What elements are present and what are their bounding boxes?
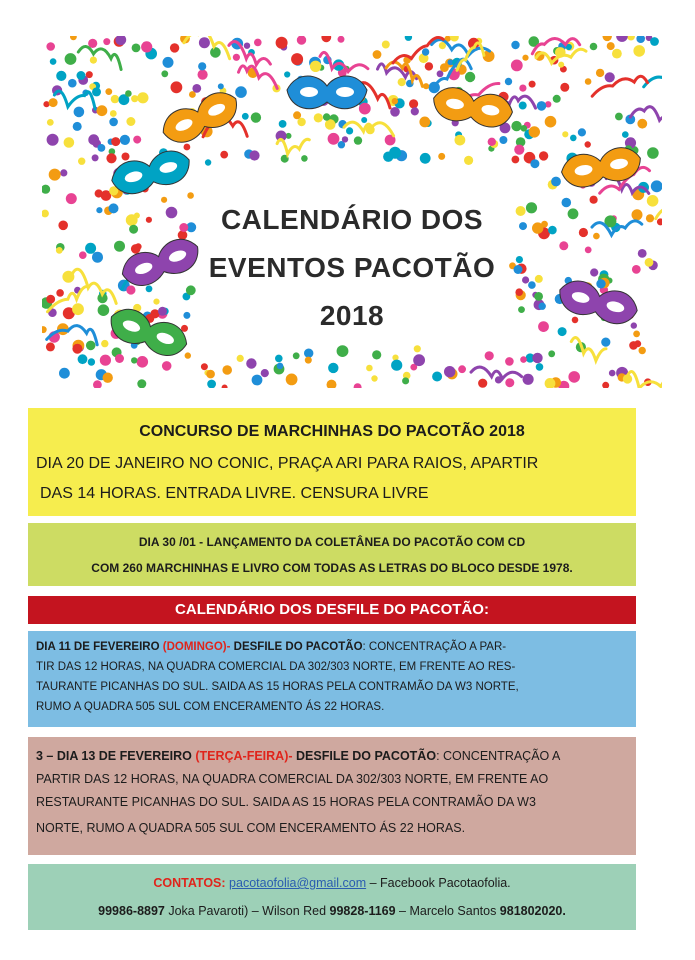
confetti-dot	[536, 363, 544, 371]
confetti-dot	[560, 83, 569, 92]
confetti-dot	[458, 365, 466, 373]
confetti-dot	[440, 63, 449, 72]
confetti-dot	[78, 354, 88, 364]
banner-title-line-1: CALENDÁRIO DOS	[220, 204, 484, 235]
confetti-dot	[637, 119, 647, 129]
confetti-dot	[125, 90, 132, 97]
confetti-dot	[192, 84, 201, 93]
confetti-dot	[505, 78, 512, 85]
concurso-heading: CONCURSO DE MARCHINHAS DO PACOTÃO 2018	[139, 423, 525, 440]
confetti-dot	[74, 107, 85, 118]
confetti-dot	[325, 119, 336, 130]
confetti-dot	[56, 289, 64, 297]
lancamento-line-2: COM 260 MARCHINHAS E LIVRO COM TODAS AS LETRAS DO BLOCO DESDE 1978.	[91, 561, 573, 575]
confetti-dot	[100, 355, 111, 366]
desfile-2-date: 3 – DIA 13 DE FEVEREIRO	[36, 749, 196, 763]
confetti-dot	[297, 118, 305, 126]
desfile-1-label: DESFILE DO PACOTÃO	[230, 641, 363, 653]
desfile-1-date: DIA 11 DE FEVEREIRO	[36, 641, 163, 653]
confetti-dot	[246, 358, 256, 368]
confetti-dot	[382, 41, 390, 49]
phone-marcelo: 981802020.	[499, 904, 566, 918]
confetti-dot	[372, 350, 381, 359]
confetti-dot	[450, 36, 459, 42]
confetti-dot	[210, 47, 221, 58]
confetti-dot	[615, 113, 623, 121]
confetti-dot	[485, 351, 494, 360]
confetti-dot	[92, 154, 99, 161]
confetti-dot	[444, 366, 455, 377]
confetti-dot	[519, 85, 526, 92]
confetti-dot	[206, 370, 215, 379]
carnival-banner	[42, 36, 662, 388]
confetti-dot	[402, 377, 409, 384]
contatos-line-2	[28, 904, 636, 918]
desfile-2-line-4: NORTE, RUMO A QUADRA 505 SUL COM ENCERAMENTO ÁS 22 HORAS.	[36, 821, 466, 835]
confetti-dot	[93, 380, 102, 388]
confetti-dot	[105, 88, 112, 95]
confetti-dot	[126, 285, 135, 294]
confetti-dot	[422, 48, 429, 55]
confetti-dot	[392, 98, 398, 104]
confetti-dot	[511, 121, 521, 131]
calendario-section	[28, 596, 636, 624]
confetti-dot	[342, 136, 348, 142]
confetti-dot	[198, 70, 208, 80]
confetti-dot	[409, 99, 418, 108]
confetti-dot	[73, 122, 82, 131]
confetti-dot	[361, 117, 367, 123]
desfile-2-line-1-rest: : CONCENTRAÇÃO A	[436, 749, 561, 763]
streamer	[592, 76, 647, 96]
confetti-dot	[50, 58, 57, 65]
carnival-mask-icon	[559, 144, 643, 190]
desfile-1-section	[28, 631, 636, 727]
confetti-dot	[286, 374, 298, 386]
confetti-dot	[171, 81, 183, 93]
confetti-dot	[90, 57, 97, 64]
confetti-dot	[86, 71, 93, 78]
confetti-dot	[438, 153, 445, 160]
confetti-dot	[305, 357, 312, 364]
contatos-label: CONTATOS:	[153, 876, 226, 890]
confetti-dot	[529, 126, 540, 137]
confetti-dot	[383, 152, 393, 162]
confetti-dot	[651, 180, 662, 192]
confetti-dot	[132, 44, 141, 53]
confetti-dot	[284, 71, 290, 77]
confetti-dot	[237, 355, 244, 362]
confetti-dot	[68, 79, 77, 88]
confetti-dot	[64, 137, 75, 148]
confetti-dot	[249, 150, 259, 160]
calendario-heading: CALENDÁRIO DOS DESFILE DO PACOTÃO:	[175, 601, 489, 618]
desfile-2-line-2: PARTIR DAS 12 HORAS, NA QUADRA COMERCIAL DA 302/303 NORTE, EM FRENTE AO	[36, 772, 549, 786]
confetti-dot	[505, 357, 514, 366]
desfile-1-line-4: RUMO A QUADRA 505 SUL COM ENCERAMENTO ÁS 22 HORAS.	[36, 701, 385, 713]
confetti-dot	[520, 356, 527, 363]
confetti-dot	[570, 135, 577, 142]
concurso-line-2: DAS 14 HORAS. ENTRADA LIVRE. CENSURA LIVRE	[40, 485, 429, 502]
banner-title-line-2: EVENTOS PACOTÃO	[208, 252, 496, 283]
confetti-dot	[222, 385, 228, 389]
confetti-dot	[293, 352, 300, 359]
confetti-dot	[184, 144, 191, 151]
confetti-dot	[47, 119, 54, 126]
confetti-dot	[276, 37, 288, 49]
confetti-dot	[242, 113, 249, 120]
confetti-dot	[328, 133, 340, 145]
confetti-dot	[323, 113, 330, 120]
confetti-dot	[522, 55, 528, 61]
confetti-dot	[185, 352, 191, 358]
confetti-dot	[585, 78, 592, 85]
confetti-dot	[120, 135, 130, 145]
confetti-dot	[141, 41, 152, 52]
carnival-mask-icon	[430, 84, 514, 130]
confetti-dot	[88, 358, 95, 365]
confetti-dot	[391, 360, 402, 371]
confetti-dot	[616, 36, 628, 42]
facebook-text: – Facebook Pacotaofolia.	[366, 876, 511, 890]
desfile-2-line-1	[36, 749, 560, 763]
confetti-dot	[56, 71, 66, 81]
confetti-dot	[254, 39, 262, 47]
confetti-dot	[512, 156, 520, 164]
confetti-dot	[86, 341, 96, 351]
confetti-dot	[420, 153, 431, 164]
confetti-dot	[205, 159, 211, 165]
phone-joka: 99986-8897	[98, 904, 165, 918]
confetti-dot	[411, 107, 419, 115]
confetti-dot	[275, 355, 283, 363]
confetti-dot	[464, 156, 473, 165]
confetti-dot	[523, 374, 534, 385]
lancamento-section	[28, 523, 636, 586]
confetti-dot	[92, 87, 101, 96]
confetti-dot	[72, 344, 82, 354]
confetti-dot	[602, 382, 609, 388]
carnival-mask-icon	[157, 86, 243, 149]
confetti-dot	[186, 285, 196, 295]
confetti-dot	[551, 177, 561, 187]
confetti-dot	[77, 71, 86, 80]
confetti-dot	[478, 379, 487, 388]
confetti-dot	[146, 285, 153, 292]
confetti-dot	[126, 117, 135, 126]
banner-title-line-3: 2018	[319, 300, 385, 331]
confetti-dot	[110, 110, 117, 117]
confetti-dot	[98, 144, 106, 152]
email-link[interactable]: pacotaofolia@gmail.com	[229, 876, 367, 890]
confetti-dot	[636, 36, 645, 43]
confetti-dot	[354, 136, 362, 144]
confetti-dot	[425, 62, 433, 70]
confetti-dot	[605, 72, 615, 82]
confetti-dot	[373, 50, 382, 59]
confetti-dot	[60, 169, 67, 176]
confetti-dot	[562, 131, 568, 137]
desfile-1-weekday: (DOMINGO)-	[162, 641, 231, 653]
confetti-dot	[59, 368, 70, 379]
confetti-dot	[310, 61, 321, 72]
confetti-dot	[532, 353, 542, 363]
carnival-mask-icon	[108, 146, 194, 198]
confetti-dot	[111, 137, 120, 146]
contatos-section	[28, 864, 636, 930]
confetti-dot	[103, 373, 113, 383]
confetti-dot	[585, 141, 591, 147]
confetti-dot	[163, 57, 174, 68]
confetti-dot	[103, 38, 110, 45]
confetti-dot	[261, 369, 269, 377]
confetti-dot	[539, 151, 548, 160]
lancamento-line-1: DIA 30 /01 - LANÇAMENTO DA COLETÂNEA DO PACOTÃO COM CD	[138, 535, 526, 549]
confetti-dot	[66, 193, 77, 204]
concurso-section	[28, 408, 636, 516]
confetti-dot	[558, 62, 564, 68]
confetti-dot	[115, 354, 124, 363]
confetti-dot	[131, 357, 137, 363]
confetti-dot	[398, 78, 406, 86]
confetti-dot	[137, 356, 149, 368]
confetti-dot	[359, 103, 371, 115]
confetti-dot	[346, 127, 353, 134]
confetti-dot	[545, 116, 557, 128]
confetti-dot	[235, 86, 247, 98]
desfile-1-line-3: TAURANTE PICANHAS DO SUL. SAIDA AS 15 HORAS PELA CONTRAMÃO DA W3 NORTE,	[36, 681, 519, 693]
confetti-dot	[578, 128, 586, 136]
phone-wilson: 99828-1169	[329, 904, 396, 918]
confetti-dot	[622, 131, 629, 138]
confetti-dot	[423, 83, 429, 89]
confetti-dot	[529, 81, 536, 88]
confetti-dot	[42, 185, 50, 194]
confetti-dot	[49, 98, 58, 107]
confetti-dot	[161, 70, 168, 77]
confetti-dot	[301, 155, 308, 162]
desfile-2-line-3: RESTAURANTE PICANHAS DO SUL. SAIDA AS 15 HORAS PELA CONTRAMÃO DA W3	[36, 795, 536, 809]
desfile-1-line-1-rest: : CONCENTRAÇÃO A PAR-	[362, 641, 507, 653]
confetti-dot	[511, 60, 523, 72]
confetti-dot	[111, 95, 119, 103]
confetti-dot	[328, 363, 338, 373]
confetti-dot	[244, 43, 250, 49]
confetti-dot	[607, 42, 615, 50]
confetti-dot	[511, 41, 519, 49]
confetti-dot	[199, 37, 210, 48]
streamer	[239, 66, 278, 89]
desfile-1-line-2: TIR DAS 12 HORAS, NA QUADRA COMERCIAL DA 302/303 NORTE, EM FRENTE AO RES-	[36, 661, 516, 673]
desfile-2-section	[28, 737, 636, 855]
confetti-dot	[251, 112, 261, 122]
confetti-dot	[291, 53, 303, 65]
confetti-dot	[279, 120, 287, 128]
confetti-dot	[553, 95, 561, 103]
confetti-dot	[101, 340, 108, 347]
confetti-dot	[590, 196, 598, 204]
confetti-dot	[218, 83, 224, 89]
confetti-dot	[314, 113, 323, 122]
confetti-dot	[233, 54, 240, 61]
streamer	[471, 367, 522, 379]
confetti-dot	[78, 158, 85, 165]
confetti-dot	[162, 361, 172, 371]
contact-name-1: Joka Pavaroti) – Wilson Red	[164, 904, 330, 918]
confetti-dot	[432, 372, 442, 382]
confetti-dot	[95, 189, 103, 197]
confetti-dot	[390, 107, 400, 117]
confetti-dot	[568, 371, 580, 383]
confetti-dot	[97, 105, 108, 116]
confetti-dot	[46, 42, 55, 51]
streamer	[78, 46, 121, 69]
confetti-dot	[293, 111, 301, 119]
confetti-dot	[627, 36, 635, 41]
confetti-dot	[70, 36, 77, 40]
confetti-dot	[639, 347, 646, 354]
confetti-dot	[519, 102, 527, 110]
confetti-dot	[366, 365, 373, 372]
confetti-dot	[252, 375, 263, 386]
streamer	[277, 139, 309, 154]
confetti-dot	[413, 354, 425, 366]
confetti-dot	[207, 380, 216, 388]
confetti-dot	[106, 153, 116, 163]
confetti-dot	[499, 136, 507, 144]
confetti-dot	[414, 345, 421, 352]
desfile-2-label: DESFILE DO PACOTÃO	[292, 749, 437, 763]
contatos-line-1	[28, 876, 636, 890]
confetti-dot	[114, 241, 125, 252]
confetti-dot	[137, 92, 148, 103]
confetti-dot	[187, 192, 194, 199]
confetti-dot	[337, 345, 349, 357]
confetti-dot	[371, 375, 377, 381]
confetti-dot	[609, 370, 616, 377]
confetti-dot	[338, 36, 345, 43]
confetti-dot	[465, 72, 475, 82]
confetti-dot	[633, 45, 645, 57]
confetti-dot	[170, 43, 179, 52]
confetti-dot	[650, 37, 659, 46]
confetti-dot	[514, 145, 524, 155]
confetti-dot	[590, 43, 598, 51]
confetti-dot	[505, 378, 514, 387]
desfile-1-line-1	[36, 641, 506, 653]
confetti-dot	[537, 101, 547, 111]
confetti-dot	[161, 197, 167, 203]
confetti-dot	[530, 159, 539, 168]
confetti-dot	[137, 379, 146, 388]
confetti-dot	[122, 153, 130, 161]
confetti-dot	[49, 169, 61, 181]
confetti-dot	[548, 350, 555, 357]
concurso-line-1: DIA 20 DE JANEIRO NO CONIC, PRAÇA ARI PARA RAIOS, APARTIR	[36, 455, 539, 472]
desfile-2-weekday: (TERÇA-FEIRA)-	[195, 749, 293, 763]
confetti-dot	[419, 117, 430, 128]
confetti-dot	[321, 36, 331, 42]
confetti-dot	[455, 135, 466, 146]
confetti-dot	[133, 136, 141, 144]
confetti-dot	[47, 134, 59, 146]
confetti-dot	[601, 338, 610, 347]
confetti-dot	[603, 36, 612, 41]
confetti-dot	[109, 118, 118, 127]
confetti-dot	[131, 95, 138, 102]
confetti-dot	[65, 53, 77, 65]
confetti-dot	[277, 363, 284, 370]
confetti-dot	[220, 151, 228, 159]
confetti-dot	[596, 69, 604, 77]
contact-name-2: – Marcelo Santos	[395, 904, 500, 918]
confetti-dot	[488, 138, 496, 146]
confetti-dot	[201, 363, 208, 370]
confetti-dot	[405, 36, 412, 41]
confetti-dot	[304, 349, 313, 358]
confetti-dot	[354, 383, 362, 388]
confetti-dot	[297, 36, 306, 45]
confetti-dot	[647, 147, 659, 159]
confetti-dot	[629, 341, 638, 350]
confetti-dot	[198, 62, 206, 70]
confetti-dot	[515, 288, 523, 296]
confetti-dot	[88, 134, 99, 145]
confetti-dot	[46, 342, 55, 351]
confetti-dot	[559, 241, 568, 250]
confetti-dot	[612, 49, 622, 59]
streamer	[628, 371, 662, 388]
confetti-dot	[222, 365, 232, 375]
confetti-dot	[327, 380, 337, 388]
